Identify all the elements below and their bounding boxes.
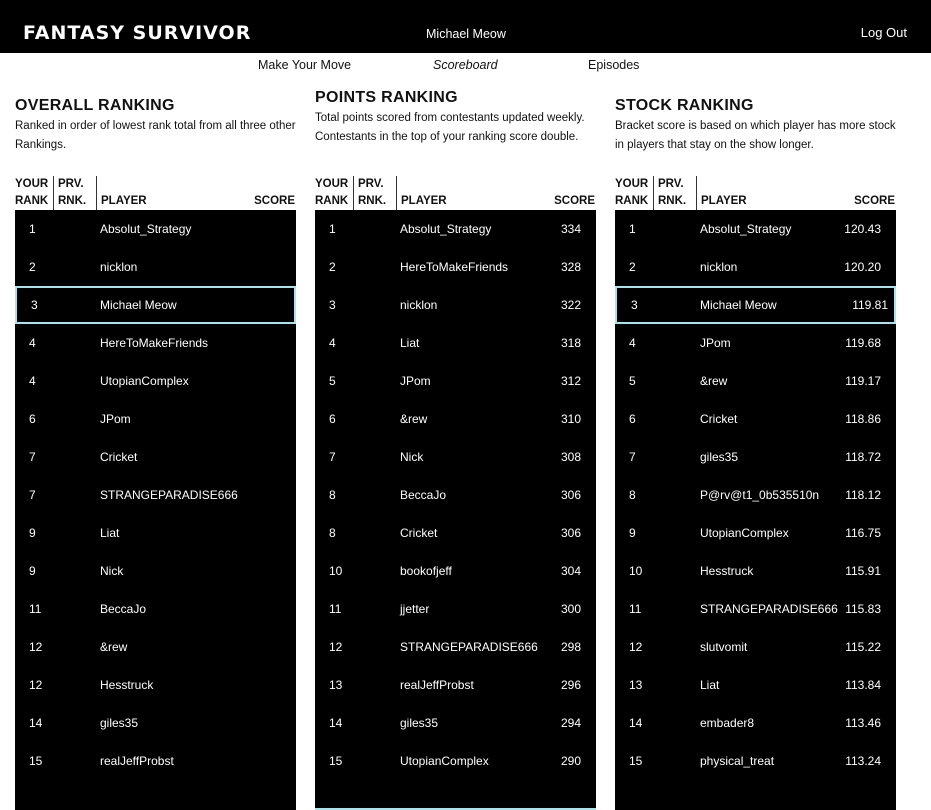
ranking-table: [615, 176, 896, 810]
row-rank: 12: [629, 640, 643, 654]
table-row[interactable]: [15, 666, 296, 704]
row-player-name: Nick: [400, 450, 424, 464]
current-user-name: Michael Meow: [426, 27, 506, 41]
table-row[interactable]: [15, 248, 296, 286]
panel-title: STOCK RANKING: [615, 97, 754, 114]
table-row[interactable]: [15, 324, 296, 362]
row-player-name: Cricket: [100, 450, 138, 464]
row-score: 308: [560, 450, 581, 464]
table-row[interactable]: [615, 324, 896, 362]
row-player-name: bookofjeff: [400, 564, 452, 578]
row-rank: 6: [629, 412, 636, 426]
row-player-name: &rew: [400, 412, 428, 426]
table-row[interactable]: [315, 400, 596, 438]
row-rank: 12: [29, 678, 43, 692]
table-row[interactable]: [15, 400, 296, 438]
ranking-table: [15, 176, 296, 810]
row-player-name: UtopianComplex: [400, 754, 489, 768]
row-rank: 15: [29, 754, 43, 768]
row-player-name: realJeffProbst: [100, 754, 174, 768]
row-score: 300: [560, 602, 581, 616]
row-score: 115.83: [845, 602, 881, 616]
table-body: [315, 210, 596, 810]
table-row[interactable]: [315, 666, 596, 704]
row-rank: 2: [629, 260, 636, 274]
row-player-name: &rew: [100, 640, 128, 654]
row-rank: 4: [629, 336, 636, 350]
row-rank: 14: [329, 716, 343, 730]
app-logo[interactable]: FANTASY SURVIVOR: [23, 22, 252, 44]
table-row[interactable]: [615, 248, 896, 286]
table-row[interactable]: [315, 552, 596, 590]
row-rank: 11: [29, 602, 42, 616]
row-rank: 11: [329, 602, 342, 616]
main-nav: [0, 57, 931, 75]
row-score: 306: [560, 526, 581, 540]
row-rank: 6: [29, 412, 36, 426]
row-player-name: giles35: [400, 716, 439, 730]
table-row[interactable]: [15, 628, 296, 666]
row-score: 119.81: [852, 298, 888, 312]
table-row[interactable]: [15, 514, 296, 552]
header-your-rank: YOUR RANK: [15, 176, 54, 210]
table-row[interactable]: [615, 362, 896, 400]
row-player-name: physical_treat: [700, 754, 775, 768]
row-player-name: Cricket: [400, 526, 438, 540]
table-row[interactable]: [315, 248, 596, 286]
row-rank: 3: [329, 298, 336, 312]
row-player-name: JPom: [700, 336, 731, 350]
table-row[interactable]: [615, 438, 896, 476]
row-rank: 9: [29, 564, 36, 578]
row-rank: 6: [329, 412, 336, 426]
row-score: 115.91: [845, 564, 881, 578]
stock-ranking-panel: [615, 96, 896, 768]
panel-description: Bracket score is based on which player has more stock in players that stay on the show longer.: [615, 120, 896, 151]
row-player-name: giles35: [100, 716, 139, 730]
row-score: 304: [560, 564, 581, 578]
table-row[interactable]: [615, 666, 896, 704]
row-player-name: HereToMakeFriends: [400, 260, 509, 274]
header-prev-rank: PRV. RNK.: [658, 176, 697, 210]
row-rank: 9: [629, 526, 636, 540]
row-rank: 7: [629, 450, 636, 464]
table-row[interactable]: [615, 590, 896, 628]
row-player-name: realJeffProbst: [400, 678, 474, 692]
overall-ranking-panel: [15, 96, 296, 768]
ranking-table: [315, 176, 596, 810]
header-your-rank: YOUR RANK: [315, 176, 354, 210]
table-row[interactable]: [15, 742, 296, 780]
row-rank: 1: [629, 222, 636, 236]
row-player-name: nicklon: [100, 260, 138, 274]
row-rank: 12: [29, 640, 43, 654]
row-score: 298: [560, 640, 581, 654]
table-header: [615, 176, 896, 210]
row-score: 119.17: [845, 374, 881, 388]
header-player: PLAYER: [701, 195, 747, 207]
table-row[interactable]: [615, 628, 896, 666]
row-player-name: Cricket: [700, 412, 738, 426]
row-score: 119.68: [845, 336, 881, 350]
table-row[interactable]: [615, 514, 896, 552]
nav-episodes[interactable]: Episodes: [588, 58, 640, 72]
table-row[interactable]: [615, 552, 896, 590]
row-player-name: Michael Meow: [100, 298, 177, 312]
panel-description: Ranked in order of lowest rank total from all three other Rankings.: [15, 120, 296, 151]
row-score: 113.84: [845, 678, 881, 692]
table-row[interactable]: [615, 476, 896, 514]
row-rank: 4: [29, 374, 36, 388]
table-row-current-user[interactable]: [615, 286, 896, 324]
row-player-name: Liat: [100, 526, 120, 540]
panel-title: POINTS RANKING: [315, 89, 458, 106]
row-player-name: nicklon: [400, 298, 438, 312]
points-ranking-panel: [315, 88, 596, 768]
row-rank: 2: [329, 260, 336, 274]
row-rank: 3: [631, 298, 638, 312]
logout-link[interactable]: Log Out: [860, 25, 907, 40]
row-rank: 12: [329, 640, 343, 654]
header-prev-rank: PRV. RNK.: [358, 176, 397, 210]
row-player-name: Nick: [100, 564, 124, 578]
row-rank: 14: [629, 716, 643, 730]
row-score: 118.86: [845, 412, 881, 426]
table-header: [15, 176, 296, 210]
row-score: 322: [560, 298, 581, 312]
nav-make-your-move[interactable]: Make Your Move: [258, 58, 352, 72]
header-player: PLAYER: [101, 195, 147, 207]
row-score: 310: [560, 412, 581, 426]
row-score: 296: [560, 678, 581, 692]
row-rank: 13: [329, 678, 343, 692]
row-rank: 11: [629, 602, 642, 616]
header-prev-rank: PRV. RNK.: [58, 176, 97, 210]
row-score: 120.43: [844, 222, 881, 236]
row-score: 294: [560, 716, 581, 730]
row-player-name: giles35: [700, 450, 739, 464]
row-player-name: Liat: [400, 336, 420, 350]
row-rank: 8: [329, 488, 336, 502]
row-player-name: Absolut_Strategy: [100, 222, 192, 236]
row-score: 120.20: [844, 260, 881, 274]
row-player-name: STRANGEPARADISE666: [700, 602, 838, 616]
row-player-name: STRANGEPARADISE666: [100, 488, 238, 502]
row-rank: 3: [31, 298, 38, 312]
table-row[interactable]: [315, 590, 596, 628]
row-rank: 8: [629, 488, 636, 502]
table-row[interactable]: [615, 704, 896, 742]
table-body: [615, 210, 896, 810]
row-player-name: Liat: [700, 678, 720, 692]
row-score: 318: [560, 336, 581, 350]
row-player-name: nicklon: [700, 260, 738, 274]
table-row[interactable]: [315, 514, 596, 552]
row-player-name: Absolut_Strategy: [400, 222, 492, 236]
row-score: 334: [560, 222, 581, 236]
row-score: 118.12: [845, 488, 881, 502]
row-rank: 8: [329, 526, 336, 540]
row-player-name: UtopianComplex: [700, 526, 789, 540]
row-rank: 10: [629, 564, 643, 578]
row-rank: 1: [29, 222, 36, 236]
table-row[interactable]: [615, 400, 896, 438]
row-rank: 5: [629, 374, 636, 388]
table-row[interactable]: [315, 210, 596, 248]
row-score: 312: [560, 374, 581, 388]
table-row[interactable]: [15, 552, 296, 590]
row-score: 113.46: [845, 716, 881, 730]
header-score: SCORE: [254, 195, 295, 207]
row-rank: 15: [329, 754, 343, 768]
table-header: [315, 176, 596, 210]
table-row[interactable]: [315, 362, 596, 400]
table-row[interactable]: [315, 476, 596, 514]
row-rank: 15: [629, 754, 643, 768]
table-row[interactable]: [15, 210, 296, 248]
header-score: SCORE: [854, 195, 895, 207]
panel-title: OVERALL RANKING: [15, 97, 175, 114]
row-rank: 7: [29, 488, 36, 502]
row-player-name: JPom: [100, 412, 131, 426]
row-player-name: Hesstruck: [700, 564, 754, 578]
row-score: 115.22: [845, 640, 881, 654]
row-player-name: JPom: [400, 374, 431, 388]
row-rank: 7: [329, 450, 336, 464]
row-score: 306: [560, 488, 581, 502]
row-rank: 4: [329, 336, 336, 350]
table-row[interactable]: [15, 590, 296, 628]
row-player-name: embader8: [700, 716, 755, 730]
row-score: 118.72: [845, 450, 881, 464]
row-player-name: P@rv@t1_0b535510n: [700, 488, 820, 502]
header-player: PLAYER: [401, 195, 447, 207]
row-player-name: BeccaJo: [400, 488, 447, 502]
row-score: 116.75: [845, 526, 881, 540]
top-bar: [0, 0, 931, 53]
row-rank: 4: [29, 336, 36, 350]
row-rank: 5: [329, 374, 336, 388]
table-row[interactable]: [315, 438, 596, 476]
header-score: SCORE: [554, 195, 595, 207]
row-player-name: &rew: [700, 374, 728, 388]
row-player-name: UtopianComplex: [100, 374, 189, 388]
row-rank: 13: [629, 678, 643, 692]
row-rank: 1: [329, 222, 336, 236]
table-row[interactable]: [15, 362, 296, 400]
table-row[interactable]: [615, 742, 896, 780]
table-body: [15, 210, 296, 810]
row-rank: 2: [29, 260, 36, 274]
row-player-name: HereToMakeFriends: [100, 336, 209, 350]
row-score: 328: [560, 260, 581, 274]
table-row[interactable]: [15, 438, 296, 476]
header-your-rank: YOUR RANK: [615, 176, 654, 210]
row-score: 113.24: [845, 754, 881, 768]
row-rank: 7: [29, 450, 36, 464]
panel-description: Total points scored from contestants updated weekly. Contestants in the top of your ranking score double.: [315, 112, 585, 143]
row-player-name: Hesstruck: [100, 678, 154, 692]
row-player-name: slutvomit: [700, 640, 748, 654]
row-score: 290: [560, 754, 581, 768]
table-row[interactable]: [615, 210, 896, 248]
table-row[interactable]: [15, 476, 296, 514]
table-row[interactable]: [315, 286, 596, 324]
row-player-name: jjetter: [400, 602, 430, 616]
table-row[interactable]: [315, 742, 596, 780]
table-row[interactable]: [315, 628, 596, 666]
table-row[interactable]: [15, 704, 296, 742]
row-player-name: STRANGEPARADISE666: [400, 640, 538, 654]
row-rank: 9: [29, 526, 36, 540]
row-player-name: Michael Meow: [700, 298, 777, 312]
table-row[interactable]: [315, 704, 596, 742]
row-rank: 14: [29, 716, 43, 730]
row-player-name: BeccaJo: [100, 602, 147, 616]
row-player-name: Absolut_Strategy: [700, 222, 792, 236]
nav-scoreboard[interactable]: Scoreboard: [433, 58, 498, 72]
row-rank: 10: [329, 564, 343, 578]
table-row-current-user[interactable]: [15, 286, 296, 324]
table-row[interactable]: [315, 324, 596, 362]
